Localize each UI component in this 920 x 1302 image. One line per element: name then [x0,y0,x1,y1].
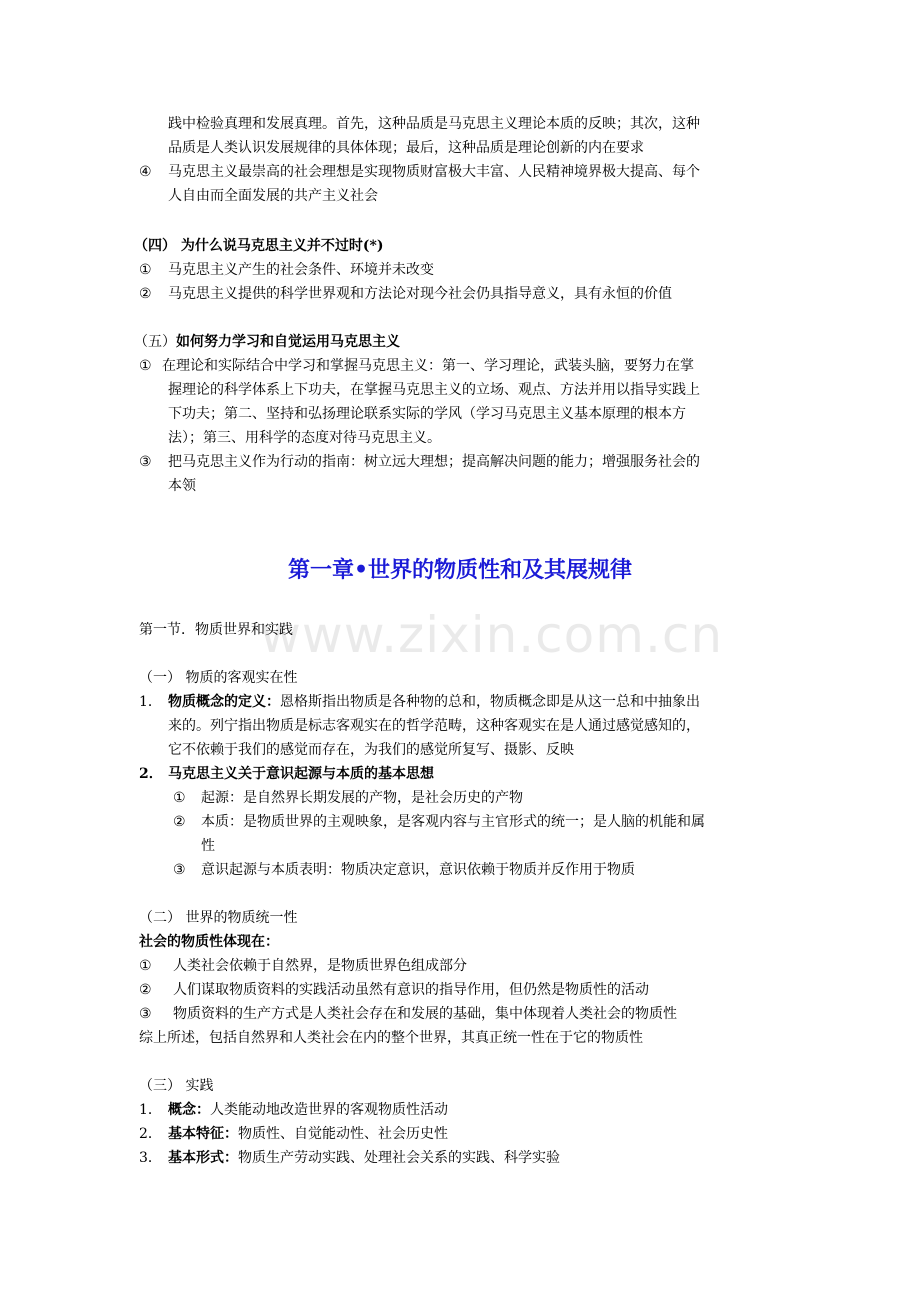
list-marker: 1． [139,1102,162,1118]
section-title: 第一节．物质世界和实践 [139,622,293,638]
text-line: 把马克思主义作为行动的指南：树立远大理想；提高解决问题的能力；增强服务社会的 [168,454,700,470]
term-label: 概念： [168,1102,210,1118]
list-marker: ④ [139,164,152,180]
part-heading: （二） 世界的物质统一性 [139,910,298,926]
text-line: 品质是人类认识发展规律的具体体现；最后，这种品质是理论创新的内在要求 [168,140,644,156]
section-heading: （四） 为什么说马克思主义并不过时(*) [134,238,384,254]
list-marker: ② [173,814,186,830]
list-item [168,1124,448,1144]
list-marker: ③ [139,1006,152,1022]
list-marker: ③ [139,454,152,470]
summary-line: 综上所述，包括自然界和人类社会在内的整个世界，其真正统一性在于它的物质性 [139,1030,643,1046]
list-marker: 2． [139,766,163,782]
list-marker: ① [139,958,152,974]
list-item: 马克思主义提供的科学世界观和方法论对现今社会仍具指导意义，具有永恒的价值 [168,286,672,302]
term-label: 基本特征： [168,1126,238,1142]
list-heading: 马克思主义关于意识起源与本质的基本思想 [168,766,434,782]
text-line: 人自由而全面发展的共产主义社会 [168,188,378,204]
list-marker: ② [139,286,152,302]
term-text: 物质性、自觉能动性、社会历史性 [238,1126,448,1142]
list-item: 马克思主义产生的社会条件、环境并未改变 [168,262,434,278]
list-marker: ① [173,790,186,806]
text-line: 在理论和实际结合中学习和掌握马克思主义：第一、学习理论，武装头脑，要努力在掌 [162,358,694,374]
watermark: www.zixin.com.cn [260,606,724,664]
bold-line: 社会的物质性体现在： [139,934,279,950]
term-text: 人类能动地改造世界的客观物质性活动 [210,1102,448,1118]
list-item: 人类社会依赖于自然界，是物质世界色组成部分 [173,958,467,974]
list-marker: 2． [139,1126,162,1142]
list-item [168,1100,448,1120]
text-line: 性 [201,838,215,854]
list-marker: ① [139,262,152,278]
text-line: 践中检验真理和发展真理。首先，这种品质是马克思主义理论本质的反映；其次，这种 [168,116,700,132]
list-item: 物质资料的生产方式是人类社会存在和发展的基础，集中体现着人类社会的物质性 [173,1006,677,1022]
part-heading: （一） 物质的客观实在性 [139,670,298,686]
term-label: 物质概念的定义： [168,694,280,710]
list-marker: ① [139,358,152,374]
text-line [168,692,700,712]
term-text: 恩格斯指出物质是各种物的总和，物质概念即是从这一总和中抽象出 [280,694,700,710]
section-heading: 如何努力学习和自觉运用马克思主义 [176,334,400,350]
text-line: 它不依赖于我们的感觉而存在，为我们的感觉所复写、摄影、反映 [168,742,574,758]
list-item [168,1148,560,1168]
term-text: 物质生产劳动实践、处理社会关系的实践、科学实验 [238,1150,560,1166]
section-heading-prefix: （五） [134,334,176,350]
chapter-title: 第一章•世界的物质性和及其展规律 [287,557,633,583]
list-marker: 1． [139,694,162,710]
text-line: 握理论的科学体系上下功夫，在掌握马克思主义的立场、观点、方法并用以指导实践上 [168,382,700,398]
term-label: 基本形式： [168,1150,238,1166]
text-line: 来的。列宁指出物质是标志客观实在的哲学范畴，这种客观实在是人通过感觉感知的， [168,718,700,734]
text-line: 下功夫；第二、坚持和弘扬理论联系实际的学风（学习马克思主义基本原理的根本方 [168,406,686,422]
list-item: 意识起源与本质表明：物质决定意识，意识依赖于物质并反作用于物质 [201,862,635,878]
list-marker: ② [139,982,152,998]
text-line: 马克思主义最崇高的社会理想是实现物质财富极大丰富、人民精神境界极大提高、每个 [168,164,700,180]
text-line: 本质：是物质世界的主观映象，是客观内容与主官形式的统一；是人脑的机能和属 [201,814,705,830]
list-item: 人们谋取物质资料的实践活动虽然有意识的指导作用，但仍然是物质性的活动 [173,982,649,998]
text-line: 本领 [168,478,196,494]
list-marker: ③ [173,862,186,878]
list-item: 起源：是自然界长期发展的产物，是社会历史的产物 [201,790,523,806]
list-marker: 3． [139,1150,162,1166]
part-heading: （三） 实践 [139,1078,214,1094]
text-line: 法）；第三、用科学的态度对待马克思主义。 [168,430,441,446]
